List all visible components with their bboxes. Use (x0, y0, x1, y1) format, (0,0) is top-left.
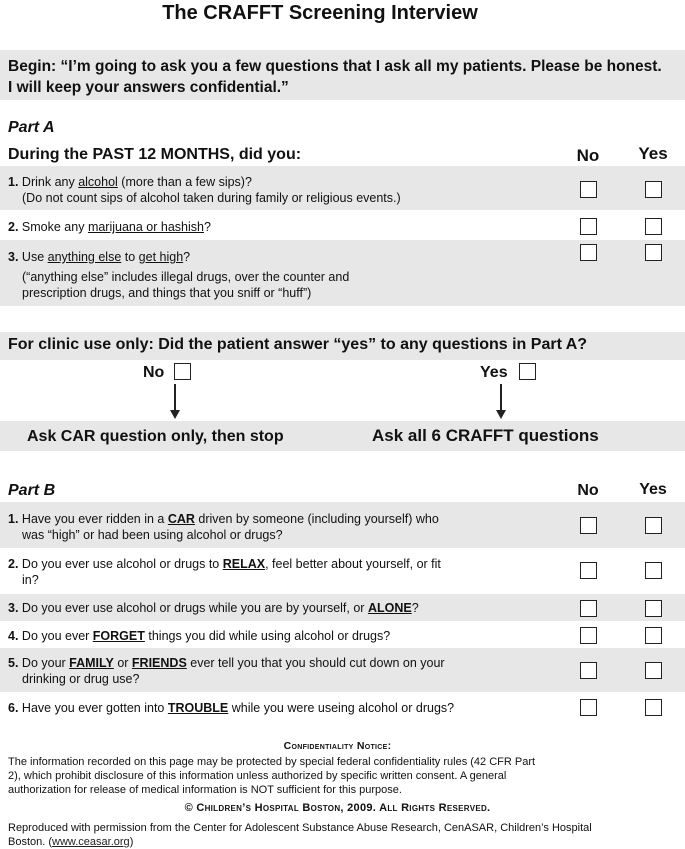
clinic-no-label: No (143, 364, 165, 381)
part-a-q3-no-checkbox[interactable] (580, 244, 597, 261)
confidentiality-text: The information recorded on this page may be protected by special federal confidentiality rules (42 CFR Part 2), which prohibit disclosure of this information unless authorized by specific written consent. A general authorization for release of medical information is NOT sufficient for this purpose. (8, 756, 536, 796)
confidentiality-heading: Confidentiality Notice: (283, 740, 392, 752)
yes-arrow-line (500, 384, 502, 411)
part-b-q5-no-checkbox[interactable] (580, 662, 597, 679)
reproduced-text: Reproduced with permission from the Center for Adolescent Substance Abuse Research, CenASAR, Children’s Hospital Boston. (www.ceasar.org) (8, 822, 592, 848)
part-b-q2-yes-checkbox[interactable] (645, 562, 662, 579)
part-a-question-3: 3. Use anything else to get high? (“anything else” includes illegal drugs, over the counter and prescription drugs, and things that you sniff or “huff”) (8, 250, 350, 300)
part-b-q1-yes-checkbox[interactable] (645, 517, 662, 534)
part-b-q1-no-checkbox[interactable] (580, 517, 597, 534)
part-a-q1-yes-checkbox[interactable] (645, 181, 662, 198)
part-b-q2-no-checkbox[interactable] (580, 562, 597, 579)
clinic-question: For clinic use only: Did the patient answer “yes” to any questions in Part A? (8, 336, 588, 353)
clinic-yes-label: Yes (480, 364, 508, 381)
part-a-question-2: 2. Smoke any marijuana or hashish? (8, 220, 211, 234)
part-a-q1-no-checkbox[interactable] (580, 181, 597, 198)
clinic-no-checkbox[interactable] (174, 363, 191, 380)
part-a-heading: During the PAST 12 MONTHS, did you: (8, 146, 302, 163)
yes-action: Ask all 6 CRAFFT questions (372, 426, 599, 445)
part-b-yes-header: Yes (639, 481, 667, 498)
part-b-question-4: 4. Do you ever FORGET things you did while using alcohol or drugs? (8, 629, 391, 643)
part-b-q5-yes-checkbox[interactable] (645, 662, 662, 679)
part-b-label: Part B (8, 482, 56, 499)
part-b-q3-yes-checkbox[interactable] (645, 600, 662, 617)
intro-line-2: I will keep your answers confidential.” (8, 79, 289, 96)
no-arrow-head (170, 410, 180, 419)
part-a-question-1: 1. Drink any alcohol (more than a few sips)? (Do not count sips of alcohol taken during family or religious events.) (8, 175, 401, 205)
no-arrow-line (174, 384, 176, 411)
part-b-q4-no-checkbox[interactable] (580, 627, 597, 644)
part-b-question-1: 1. Have you ever ridden in a CAR driven by someone (including yourself) who was “high” or had been using alcohol or drugs? (8, 512, 439, 542)
part-a-q3-yes-checkbox[interactable] (645, 244, 662, 261)
part-b-q6-no-checkbox[interactable] (580, 699, 597, 716)
ceasar-link[interactable]: www.ceasar.org (52, 836, 130, 848)
part-b-q4-yes-checkbox[interactable] (645, 627, 662, 644)
part-a-q2-yes-checkbox[interactable] (645, 218, 662, 235)
part-b-question-5: 5. Do your FAMILY or FRIENDS ever tell you that you should cut down on your drinking or drug use? (8, 656, 445, 686)
part-b-q6-yes-checkbox[interactable] (645, 699, 662, 716)
page-title: The CRAFFT Screening Interview (162, 2, 478, 24)
part-a-no-header: No (576, 146, 600, 165)
yes-arrow-head (496, 410, 506, 419)
no-action: Ask CAR question only, then stop (27, 428, 284, 445)
part-b-no-header: No (577, 482, 599, 499)
part-b-question-6: 6. Have you ever gotten into TROUBLE while you were useing alcohol or drugs? (8, 701, 455, 715)
copyright: © Children’s Hospital Boston, 2009. All Rights Reserved. (184, 802, 491, 814)
part-a-label: Part A (8, 119, 55, 136)
part-a-yes-header: Yes (638, 144, 668, 163)
part-b-question-2: 2. Do you ever use alcohol or drugs to RELAX, feel better about yourself, or fit in? (8, 557, 441, 587)
clinic-yes-checkbox[interactable] (519, 363, 536, 380)
intro-line-1: Begin: “I’m going to ask you a few questions that I ask all my patients. Please be honest. (8, 58, 662, 75)
part-b-q3-no-checkbox[interactable] (580, 600, 597, 617)
part-a-q2-no-checkbox[interactable] (580, 218, 597, 235)
part-b-question-3: 3. Do you ever use alcohol or drugs while you are by yourself, or ALONE? (8, 601, 419, 615)
intro-text (8, 56, 683, 98)
